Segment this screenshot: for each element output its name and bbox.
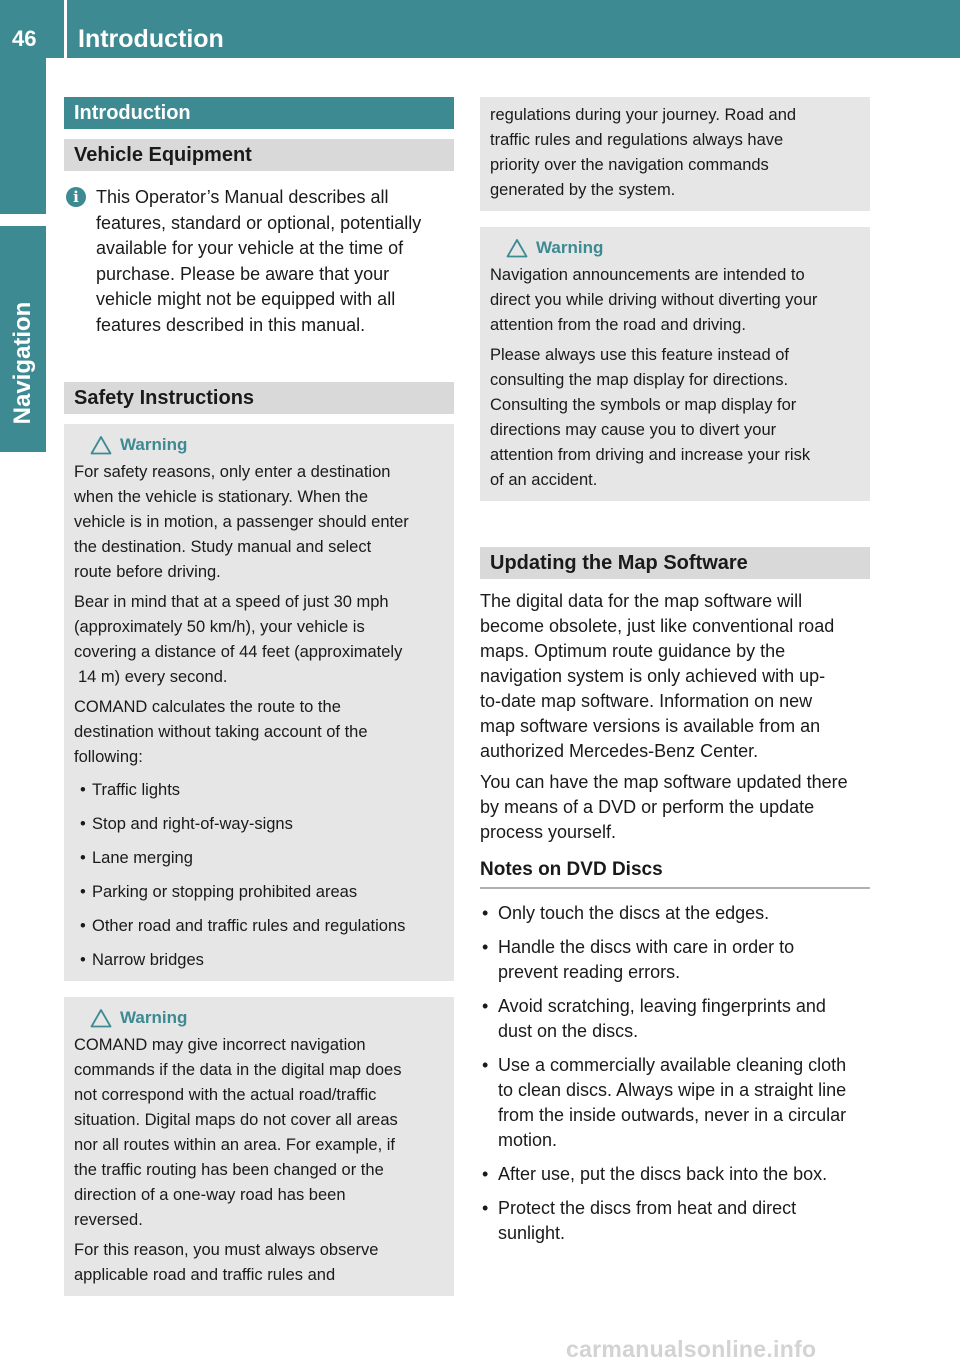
text-line: reversed. bbox=[74, 1211, 143, 1229]
text-line: • After use, put the discs back into the box. bbox=[498, 1164, 828, 1184]
text-line: • Use a commercially available cleaning cloth bbox=[498, 1055, 847, 1075]
text-line: of an accident. bbox=[490, 471, 598, 489]
text-line: attention from driving and increase your risk bbox=[490, 446, 811, 464]
warning-header bbox=[74, 432, 444, 458]
text-line: to-date map software. Information on new bbox=[480, 691, 813, 711]
info-line: This Operator’s Manual describes all bbox=[96, 187, 389, 207]
text-line: sunlight. bbox=[498, 1223, 566, 1243]
text-line: COMAND calculates the route to the bbox=[74, 698, 341, 716]
text-line: direction of a one-way road has been bbox=[74, 1186, 346, 1204]
info-note bbox=[64, 185, 454, 338]
page-title: Introduction bbox=[78, 25, 224, 53]
side-tab-label: Navigation bbox=[9, 301, 36, 425]
list-item bbox=[480, 1162, 870, 1187]
text-line: following: bbox=[74, 748, 143, 766]
right-column bbox=[480, 97, 870, 1255]
text-line: 14 m) every second. bbox=[78, 668, 228, 686]
updating-map-software-heading: Updating the Map Software bbox=[480, 547, 870, 579]
list-item bbox=[480, 935, 870, 985]
text-line: • Avoid scratching, leaving fingerprints and bbox=[498, 996, 826, 1016]
text-line: • Only touch the discs at the edges. bbox=[498, 903, 770, 923]
info-line: available for your vehicle at the time of bbox=[96, 238, 404, 258]
text-line: not correspond with the actual road/traffic bbox=[74, 1086, 377, 1104]
text-line: regulations during your journey. Road and bbox=[490, 106, 797, 124]
left-column bbox=[64, 97, 454, 1296]
text-line: authorized Mercedes-Benz Center. bbox=[480, 741, 759, 761]
list-item bbox=[480, 1196, 870, 1246]
list-item: • Narrow bridges bbox=[74, 948, 444, 973]
text-line: nor all routes within an area. For example, if bbox=[74, 1136, 395, 1154]
info-line: features, standard or optional, potentially bbox=[96, 212, 422, 233]
warning-triangle-icon bbox=[506, 238, 528, 258]
text-line: route before driving. bbox=[74, 563, 221, 581]
text-line: • Handle the discs with care in order to bbox=[498, 937, 795, 957]
list-item: • Traffic lights bbox=[74, 778, 444, 803]
warning-box bbox=[480, 227, 870, 501]
page-header bbox=[0, 0, 960, 58]
introduction-heading: Introduction bbox=[64, 97, 454, 129]
text-line: Please always use this feature instead of bbox=[490, 346, 790, 364]
text-line: (approximately 50 km/h), your vehicle is bbox=[74, 618, 365, 636]
list-item: • Parking or stopping prohibited areas bbox=[74, 880, 444, 905]
warning-continued-box bbox=[480, 97, 870, 211]
text-line: to clean discs. Always wipe in a straight line bbox=[498, 1080, 847, 1100]
text-line: situation. Digital maps do not cover all areas bbox=[74, 1111, 398, 1129]
list-item: • Lane merging bbox=[74, 846, 444, 871]
warning-title: Warning bbox=[120, 435, 188, 454]
info-line: vehicle might not be equipped with all bbox=[96, 289, 396, 309]
warning-header bbox=[74, 1005, 444, 1031]
text-line: generated by the system. bbox=[490, 181, 676, 199]
warning-title: Warning bbox=[120, 1008, 188, 1027]
list-item: • Stop and right-of-way-signs bbox=[74, 812, 444, 837]
text-line: maps. Optimum route guidance by the bbox=[480, 641, 786, 661]
text-line: vehicle is in motion, a passenger should enter bbox=[74, 513, 409, 531]
list-item: • Other road and traffic rules and regulations bbox=[74, 914, 444, 939]
text-line: You can have the map software updated there bbox=[480, 772, 848, 792]
page-number: 46 bbox=[12, 26, 37, 51]
text-line: Bear in mind that at a speed of just 30 mph bbox=[74, 593, 389, 611]
text-line: directions may cause you to divert your bbox=[490, 421, 777, 439]
side-tab bbox=[0, 58, 46, 452]
text-line: navigation system is only achieved with up- bbox=[480, 666, 826, 686]
side-tab-gap bbox=[0, 214, 46, 226]
text-line: become obsolete, just like conventional road bbox=[480, 616, 835, 636]
dvd-discs-heading: Notes on DVD Discs bbox=[480, 857, 870, 889]
list-item bbox=[480, 901, 870, 926]
watermark: carmanualsonline.info bbox=[566, 1336, 817, 1362]
warning-title: Warning bbox=[536, 238, 604, 257]
text-line: the traffic routing has been changed or the bbox=[74, 1161, 384, 1179]
text-line: Consulting the symbols or map display for bbox=[490, 396, 797, 414]
text-line: For this reason, you must always observe bbox=[74, 1241, 379, 1259]
text-line: prevent reading errors. bbox=[498, 962, 681, 982]
text-line: motion. bbox=[498, 1130, 558, 1150]
text-line: Navigation announcements are intended to bbox=[490, 266, 805, 284]
text-line: attention from the road and driving. bbox=[490, 316, 746, 334]
warning-box bbox=[64, 997, 454, 1296]
text-line: applicable road and traffic rules and bbox=[74, 1266, 336, 1284]
safety-instructions-heading: Safety Instructions bbox=[64, 382, 454, 414]
text-line: covering a distance of 44 feet (approximately bbox=[74, 643, 403, 661]
text-line: map software versions is available from an bbox=[480, 716, 821, 736]
text-line: from the inside outwards, never in a circular bbox=[498, 1105, 847, 1125]
text-line: process yourself. bbox=[480, 822, 617, 842]
list-item bbox=[480, 1053, 870, 1153]
text-line: traffic rules and regulations always have bbox=[490, 131, 784, 149]
warning-triangle-icon bbox=[90, 1008, 112, 1028]
text-line: when the vehicle is stationary. When the bbox=[74, 488, 369, 506]
info-icon: i bbox=[66, 187, 86, 207]
info-line: purchase. Please be aware that your bbox=[96, 263, 390, 284]
text-line: The digital data for the map software will bbox=[480, 591, 803, 611]
text-line: direct you while driving without diverting your bbox=[490, 291, 818, 309]
text-line: priority over the navigation commands bbox=[490, 156, 769, 174]
text-line: by means of a DVD or perform the update bbox=[480, 797, 815, 817]
text-line: For safety reasons, only enter a destination bbox=[74, 463, 391, 481]
text-line: commands if the data in the digital map does bbox=[74, 1061, 402, 1079]
header-divider bbox=[64, 0, 67, 58]
text-line: destination without taking account of the bbox=[74, 723, 368, 741]
info-line: features described in this manual. bbox=[96, 314, 366, 335]
vehicle-equipment-heading: Vehicle Equipment bbox=[64, 139, 454, 171]
text-line: consulting the map display for directions. bbox=[490, 371, 789, 389]
warning-header bbox=[490, 235, 860, 261]
list-item bbox=[480, 994, 870, 1044]
warning-triangle-icon bbox=[90, 435, 112, 455]
text-line: the destination. Study manual and select bbox=[74, 538, 372, 556]
text-line: COMAND may give incorrect navigation bbox=[74, 1036, 366, 1054]
text-line: • Protect the discs from heat and direct bbox=[498, 1198, 797, 1218]
text-line: dust on the discs. bbox=[498, 1021, 639, 1041]
warning-box bbox=[64, 424, 454, 981]
